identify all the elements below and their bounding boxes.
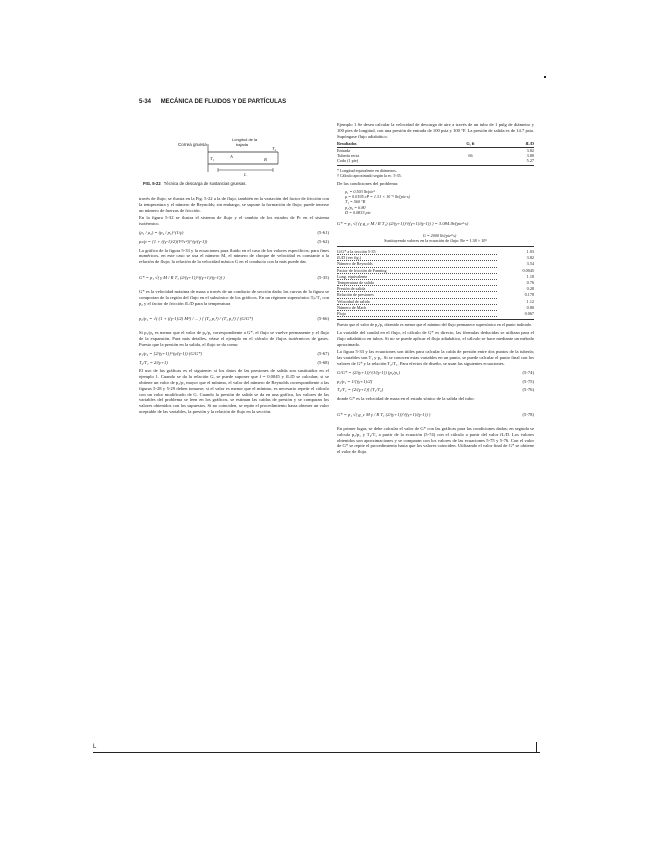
calc-line: μ = 0.0195 cP = 1.31 × 10⁻⁵ lb/(pie·s) bbox=[345, 194, 410, 200]
divider bbox=[337, 165, 534, 166]
fig-label-longitud: Longitud de la bbox=[232, 137, 258, 142]
divider bbox=[337, 246, 534, 247]
fig-label-bajada: bajada bbox=[236, 142, 249, 147]
equation-body: G* = p₁ √( (γ g_c M / R T₁) (2/(γ+1))^((γ+1)/(γ-1)) ) = 3.084 lb/(pie²·s) bbox=[337, 221, 469, 227]
table-cell: Temperatura de salida bbox=[337, 280, 497, 286]
figure-number: FIG. 5-22 bbox=[143, 181, 161, 186]
right-paragraph-4: donde G* es la velocidad de masa en el estado sónico de la salida del tubo: bbox=[337, 396, 475, 402]
table-cell: G/G* a la sección 5-35 bbox=[337, 249, 497, 255]
table-cell: Número de Reynolds bbox=[337, 261, 497, 267]
table-cell: Long. equivalente bbox=[337, 273, 497, 279]
equation-5-62 bbox=[139, 239, 329, 245]
right-paragraph-2: La variable del caudal en el flujo, el cálculo de G* es directo, las fórmulas deducidas se utilizan para el flujo adiabático en tubos. Si no se puede aplicar el flujo adiabático, el cálculo se hace mediante un método aproximado. bbox=[337, 330, 534, 347]
footer-right-tick bbox=[536, 742, 537, 752]
edge-mark bbox=[544, 76, 546, 78]
equation-number: (5-76) bbox=[522, 387, 534, 393]
sub-result: G = 2000 lb/(pie²·s) bbox=[422, 233, 457, 239]
table-cell: Codo (1 pie) bbox=[337, 158, 359, 163]
equation-number: (5-62) bbox=[317, 238, 329, 244]
equation-5-35 bbox=[139, 267, 329, 289]
equation-body: T₂/T₁ = 2/(γ+1) bbox=[139, 359, 168, 365]
figure-caption-text: Técnica de descarga de sustancias gruesas. bbox=[163, 181, 247, 186]
fig-label-l: L bbox=[244, 172, 247, 177]
table-cell: Presión de salida bbox=[337, 286, 497, 292]
equation-5-75 bbox=[337, 379, 534, 385]
equation-body: p₂/p₁ = √( (1 + ((γ-1)/2) M²) / ... ) [ (T₂ p₁²) / (T₁ p₂²) ] (G/G*) bbox=[139, 316, 254, 322]
footer-left-mark: L bbox=[93, 744, 97, 750]
right-paragraph-5: En primer lugar, se debe calcular el valor de G* con las gráficas para las condiciones dadas; en seguida se calcula p₂/p₁ y T₂/T₁ a partir de la ecuación (5-74) con el cálculo a partir del valor fL/D. Los valores obtenidos son aproximaciones y se comparan con los valores de las ecuaciones 5-75 y 5-76. Con el valor de G* se repite el procedimiento hasta que los valores coinciden. Utilizando el valor final de G* se obtiene el valor de flujo. bbox=[337, 426, 534, 455]
fig-label-t2: T₂ bbox=[272, 146, 277, 151]
left-paragraph-2: En la figura 5-32 se ilustra el sistema de flujo y el cambio de los estados de Pr en el sistema isotérmico. bbox=[139, 215, 329, 227]
left-paragraph-6: El uso de las gráficas es el siguiente: si los datos de las presiones de salida son sustituidos en el ejemplo 1. Cuando se da la relación G, se puede suponer que f = 0.0045 y fL/D se calculan; si se obtiene un valor de p₂/p₁ mayor que el mínimo, el valor del número de Reynolds correspondiente a las figuras 5-28 y 5-29 deben tomarse; si el valor es menor que el mínimo, es necesario repetir el cálculo con un valor modificado de G. Cuando la presión de salida se da en una gráfica, los valores de las variables del problema se leen en los gráficos, se estiman las caídas de presión y se comparan los valores obtenidos con los supuestos. Si no coinciden, se repite el procedimiento hasta obtener un valor aceptable de las variables, la presión y la relación de flujo en la sección. bbox=[139, 368, 329, 414]
table-cell: 1.12 bbox=[526, 298, 534, 304]
calc-line: ρ₁ = 0.503 lb/pie³ bbox=[345, 189, 375, 194]
table-cell: 0.80 bbox=[526, 304, 534, 310]
equation-body: p₂/p₁ = 1/[(γ+1)/2] bbox=[337, 378, 373, 384]
table-cell: Flujo bbox=[337, 311, 497, 317]
table-header: Resultados bbox=[337, 141, 450, 147]
left-column bbox=[139, 196, 329, 417]
table-cell: 5.27 bbox=[526, 158, 534, 163]
equation-5-61 bbox=[139, 230, 329, 236]
right-column bbox=[337, 122, 534, 457]
table-cell: 0.0045 bbox=[522, 267, 534, 273]
equation-number: (5-74) bbox=[522, 369, 534, 375]
chapter-title: MECÁNICA DE FLUIDOS Y DE PARTÍCULAS bbox=[160, 99, 287, 105]
figure-caption bbox=[143, 181, 313, 186]
equation-5-76 bbox=[337, 387, 534, 393]
divider bbox=[337, 319, 534, 320]
table-cell: Velocidad de salida bbox=[337, 298, 497, 304]
equation-body: G* = p₁ √( γ M / R T₁ (2/(γ+1))^((γ+1)/(γ-1)) ) bbox=[139, 275, 225, 281]
table-cell: Tubería recta bbox=[337, 152, 360, 158]
equation-body: p₁/p₂ = [2/(γ+1)]^(γ/(γ-1)) (G/G*) bbox=[139, 350, 203, 356]
bottom-rule bbox=[93, 752, 540, 753]
figure-pipe-diagram bbox=[178, 134, 288, 180]
equation-number: (5-68) bbox=[317, 359, 329, 365]
equation-number: (5-61) bbox=[317, 229, 329, 235]
example-statement: Ejemplo 1 Se desea calcular la velocidad de descarga de aire a través de un tubo de 1 pulg de diámetro y 100 pies de longitud, con una presión de entrada de 100 psia y 100 °F. La presión de salida es de 14.7 psia. Supóngase flujo adiabático. bbox=[337, 122, 534, 139]
table-note: † Cálculo aproximado según la ec. 5-35. bbox=[337, 173, 402, 179]
equation-number: (5-67) bbox=[317, 350, 329, 356]
page-number: 5-34 bbox=[139, 99, 152, 105]
left-paragraph-1: través de flujo; se ilustra en la Fig. 5-22 a la de flujo, también en la variación del factor de fricción con la temperatura y el número de Reynolds; sin embargo, se supone la formación de flujo; puede tenerse un número de fuerzas de fricción. bbox=[139, 196, 329, 213]
equation-number: (5-66) bbox=[317, 316, 329, 322]
table-cell: 0.28 bbox=[526, 286, 534, 292]
fig-label-b: B bbox=[264, 157, 267, 162]
left-paragraph-4: G* es la velocidad máxima de masa a través de un conducto de sección dada; las curvas de la figura se comportan de la región del flujo en el subsónico de los gráficos. En un régimen supersónico Tₚ/T₁ con p₂ y el factor de fricción fL/D para la temperatura bbox=[139, 288, 329, 306]
table-cell bbox=[450, 158, 492, 163]
equation-5-74 bbox=[337, 370, 534, 376]
equation-body: (ρ₁ / ρ₂) = (p₂ / p₁)^(1/γ) bbox=[139, 229, 184, 235]
example-table bbox=[337, 141, 534, 163]
result-line: Sustituyendo valores en la ecuación de flujo: Re = 1.38 × 10⁵ bbox=[384, 238, 487, 244]
equation-5-66 bbox=[139, 308, 329, 330]
table-cell: 3.82 bbox=[526, 147, 534, 153]
equation-number: (5-78) bbox=[522, 412, 534, 418]
table-cell: Entrada bbox=[337, 147, 351, 153]
table-cell: 3.80 bbox=[526, 152, 534, 158]
equation-number: (5-35) bbox=[317, 275, 329, 281]
table-cell: Número de Mach bbox=[337, 304, 497, 310]
table-row bbox=[337, 158, 534, 163]
equation-5-68 bbox=[139, 360, 329, 366]
table-cell: 1.18 bbox=[526, 273, 534, 279]
page-header bbox=[139, 99, 339, 105]
fig-label-correa: Correa gruesa bbox=[178, 142, 207, 147]
fig-label-a: A bbox=[230, 154, 233, 159]
equation-body: pₛ/p = [1 + ((γ-1)/2)(V²/c²)]^(γ/(γ-1)) bbox=[139, 238, 208, 244]
table-cell: 3.82 bbox=[526, 255, 534, 261]
table-cell: 0.76 bbox=[526, 280, 534, 286]
results-table bbox=[337, 249, 534, 317]
calc-line: p₁/p₂ = 6.80 bbox=[345, 204, 366, 210]
fig-label-t1: T₁ bbox=[210, 156, 215, 161]
table-cell: 66 bbox=[468, 152, 473, 158]
equation-body: G* = p₁ √( g_c M γ / R T₁ (2/(γ+1))^((γ+1)/(γ-1)) ) bbox=[337, 412, 431, 418]
table-header: fL/D bbox=[491, 141, 534, 147]
left-paragraph-3: La gráfica de la figura 5-33 y la ecuaciones para fluido en el caso de los valores específicos; para fines numéricos, en este caso se usa el número M, el número de choque de velocidad es constante a la relación de flujo; la relación de la velocidad másica G en el conducto con la más puede dar. bbox=[139, 247, 329, 265]
equation-5-67 bbox=[139, 351, 329, 357]
equation-number: (5-75) bbox=[522, 378, 534, 384]
table-cell: 0.178 bbox=[524, 292, 534, 298]
equation-body: T₂/T₁ = [2/(γ+1)] (T₁/T₂) bbox=[337, 387, 384, 393]
equation-body: G/G* = (2/(γ+1))^(1/(γ-1)) (p₂/p₁) bbox=[337, 369, 401, 375]
equation-5-78 bbox=[337, 404, 534, 426]
table-cell: Factor de fricción de Fanning bbox=[337, 267, 497, 273]
left-paragraph-5: Si p₁/p₂ es menor que el valor de p₂/p₁ correspondiente a G*, el flujo se vuelve permanente y el flujo de la expansión. Para más detalles, véase el ejemplo en el cálculo de flujos isotérmicos de gases. Puesto que la presión en la salida, el flujo se da como: bbox=[139, 330, 329, 347]
table-row bbox=[337, 311, 534, 317]
calc-line: T₁ = 560 °R bbox=[345, 199, 366, 205]
table-note: * Longitud equivalente en diámetros. bbox=[337, 168, 397, 174]
table-header: G, ft bbox=[450, 141, 492, 147]
table-cell: 0.067 bbox=[524, 311, 534, 317]
table-cell: Relación de presiones bbox=[337, 292, 497, 298]
calc-intro: De las condiciones del problema: bbox=[337, 181, 399, 187]
calc-line: D = 0.0833 pie bbox=[345, 209, 371, 215]
table-cell: 3.54 bbox=[526, 261, 534, 267]
main-equation bbox=[337, 215, 534, 233]
right-paragraph-3: La figura 5-33 y las ecuaciones son útiles para calcular la caída de presión entre dos puntos de la tubería; las variables son T₁ y p₁. Si se conocen estas variables en un punto, se puede calcular el punto final con los valores de G* y la relación T₂/T₁. Para efectos de diseño, se usan las siguientes ecuaciones. bbox=[337, 349, 534, 367]
table-cell: 1.03 bbox=[526, 249, 534, 255]
table-cell: fL/D (ver fig.) bbox=[337, 255, 497, 261]
right-paragraph-1: Puesto que el valor de p₂/p₁ obtenido es menor que el mínimo del flujo permanece supersónico en el punto indicado. bbox=[337, 322, 533, 328]
